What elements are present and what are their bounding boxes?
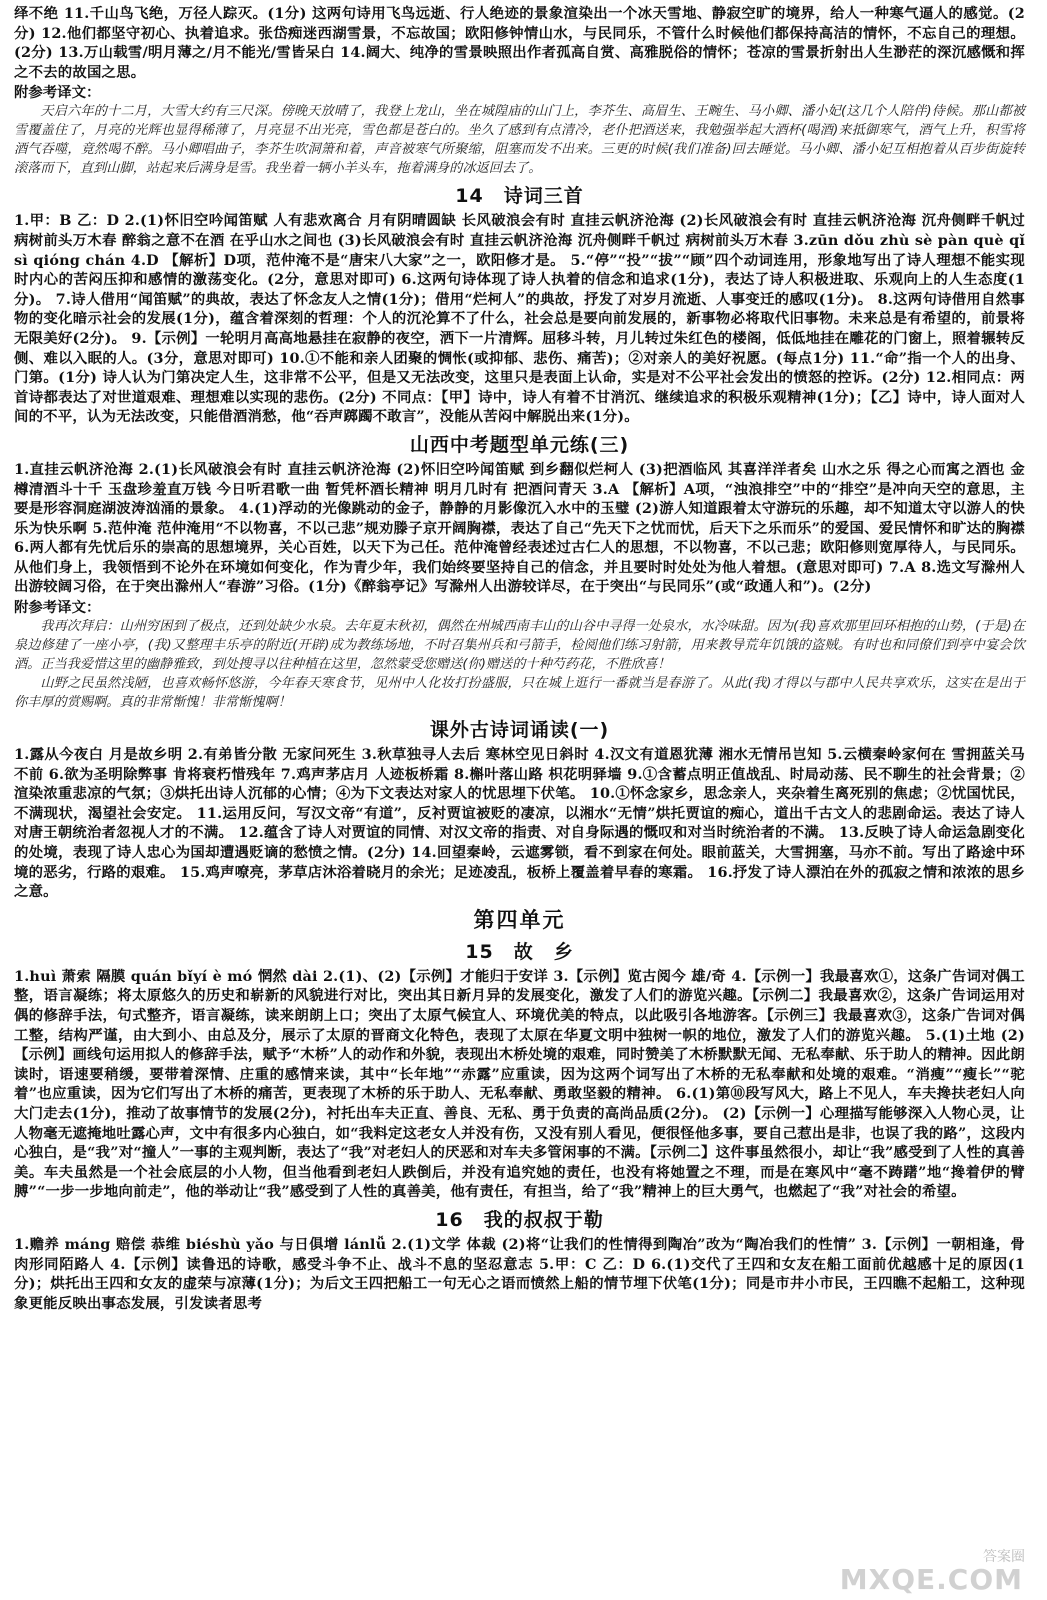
intro-answers: 绎不绝 11.千山鸟飞绝，万径人踪灭。(1分) 这两句诗用飞鸟远逝、行人绝迹的景象渲染出一个冰天雪地、静寂空旷的境界，给人一种寒气逼人的感觉。(2分) 12.他们都坚守初心、执着追求。张岱痴迷西湖雪景，不忘故国；欧阳修钟情山水，与民同乐，不管什么时候他们都保持高洁的情怀，不忘自己的理想。(2分) 13.万山载雪/明月薄之/月不能光/雪皆呆白 14.阔大、纯净的雪景映照出作者孤高自赏、高雅脱俗的情怀；苍凉的雪景折射出人生渺茫的深沉感慨和挥之不去的故国之思。 [14,5,1025,81]
watermark-logo: MXQE.COM [839,1563,1023,1596]
section-title-14: 14 诗词三首 [455,185,584,208]
section-title-15: 15 故 乡 [465,940,574,963]
watermark-tag: 答案圈 [983,1549,1025,1565]
shanxi-3-answers: 1.直挂云帆济沧海 2.(1)长风破浪会有时 直挂云帆济沧海 (2)怀旧空吟闻笛赋 到乡翻似烂柯人 (3)把酒临风 其喜洋洋者矣 山水之乐 得之心而寓之酒也 金樽清酒斗十千 玉盘珍羞直万钱 今日听君歌一曲 暂凭杯酒长精神 明月几时有 把酒问青天 3.A 【解析】A项，“浊浪排空”中的“排空”是冲向天空的意思，主要是形容洞庭湖波涛汹涌的景象。 4.(1)浮动的光像跳动的金子，静静的月影像沉入水中的玉璧 (2)游人知道跟着太守游玩的乐趣，却不知道太守以游人的快乐为快乐啊 5.范仲淹 范仲淹用“不以物喜，不以己悲”规劝滕子京开阔胸襟，表达了自己“先天下之忧而忧，后天下之乐而乐”的爱国、爱民情怀和旷达的胸襟 6.两人都有先忧后乐的崇高的思想境界，关心百姓，以天下为己任。范仲淹曾经表述过古仁人的思想，不以物喜，不以己悲；欧阳修则宽厚待人，与民同乐。从他们身上，我领悟到不论外在环境如何变化，作为青少年，我们始终要坚持自己的信念，并且要时时处处为他人着想。(意思对即可) 7.A 8.选文写滁州人出游较阔习俗，在于突出滁州人“春游”习俗。(1分)《醉翁亭记》写滁州人出游较详尽，在于突出“与民同乐”(或“政通人和”)。(2分) [14,460,1025,596]
section-title-shanxi-3: 山西中考题型单元练(三) [409,433,630,456]
section-title-16: 16 我的叔叔于勒 [435,1208,604,1231]
section-14-answers: 1.甲：B 乙：D 2.(1)怀旧空吟闻笛赋 人有悲欢离合 月有阴晴圆缺 长风破浪会有时 直挂云帆济沧海 (2)长风破浪会有时 直挂云帆济沧海 沉舟侧畔千帆过 病树前头万木春 醉翁之意不在酒 在乎山水之间也 (3)长风破浪会有时 直挂云帆济沧海 沉舟侧畔千帆过 病树前头万木春 3.zūn dǒu zhù sè pàn què qǐ sì qióng chán 4.D 【解析】D项，范仲淹不是“唐宋八大家”之一，欧阳修才是。 5.“停”“投”“拔”“顾”四个动词连用，形象地写出了诗人理想不能实现时内心的苦闷压抑和感情的激荡变化。(2分，意思对即可) 6.这两句诗体现了诗人执着的信念和追求(1分)，表达了诗人积极进取、乐观向上的人生态度(1分)。 7.诗人借用“闻笛赋”的典故，表达了怀念友人之情(1分)；借用“烂柯人”的典故，抒发了对岁月流逝、人事变迁的感叹(1分)。 8.这两句诗借用自然事物的变化暗示社会的发展(1分)，蕴含着深刻的哲理：个人的沉沦算不了什么，社会总是要向前发展的，新事物必将取代旧事物。未来总是有希望的，前景将无限美好(2分)。 9.【示例】一轮明月高高地悬挂在寂静的夜空，洒下一片清辉。屈移斗转，月儿转过朱红色的楼阁，低低地挂在雕花的门窗上，照着辗转反侧、难以入眠的人。(3分，意思对即可) 10.①不能和亲人团聚的惆怅(或抑郁、悲伤、痛苦)；②对亲人的美好祝愿。(每点1分) 11.“命”指一个人的出身、门第。(1分) 诗人认为门第决定人生，这非常不公平，但是又无法改变，这里只是表面上认命，实是对不公平社会发出的愤怒的控诉。(2分) 12.相同点：两首诗都表达了对世道艰难、理想难以实现的悲伤。(2分) 不同点：【甲】诗中，诗人有着不甘消沉、继续追求的积极乐观精神(1分)；【乙】诗中，诗人面对人间的不平，认为无法改变，只能借酒消愁，他“吞声踯躅不敢言”，没能从苦闷中解脱出来(1分)。 [14,212,1025,426]
shanxi-3-translation-2: 山野之民虽然浅陋，也喜欢畅怀悠游，今年春天寒食节，见州中人化妆打扮盛服，只在城上逛行一番就当是春游了。从此(我)才得以与郡中人民共享欢乐，这实在是出于你丰厚的赏赐啊。真的非常惭愧！非常惭愧啊！ [14,676,1025,711]
intro-translation: 天启六年的十二月，大雪大约有三尺深。傍晚天放晴了，我登上龙山，坐在城隍庙的山门上，李芥生、高眉生、王畹生、马小卿、潘小妃(这几个人陪伴)侍候。那山都被雪覆盖住了，月亮的光辉也显得稀薄了，月亮显不出光亮，雪色都是苍白的。坐久了感到有点清冷，老仆把酒送来，我勉强举起大酒杯(喝酒)来抵御寒气，酒气上升，积雪将酒气吞噬，竟然喝不醉。马小卿唱曲子，李芥生吹洞箫和着，声音被寒气所聚缩，阻塞而发不出来。三更的时候(我们准备)回去睡觉。马小卿、潘小妃互相抱着从百步街旋转滚落而下，直到山脚，站起来后满身是雪。我坐着一辆小羊头车，拖着满身的冰返回去了。 [14,104,1025,177]
section-15-answers: 1.huì 萧索 隔膜 quán bǐyí è mó 惘然 dài 2.(1)、(2)【示例】才能归于安详 3.【示例】览古阅今 雄/奇 4.【示例一】我最喜欢①，这条广告词对偶工整，语言凝练；将太原悠久的历史和崭新的风貌进行对比，突出其日新月异的发展变化，激发了人们的游览兴趣。【示例二】我最喜欢②，这条广告词运用对偶的修辞手法，句式整齐，语言凝练，读来朗朗上口；突出了太原气候宜人、环境优美的特点，以此吸引各地游客。【示例三】我最喜欢③，这条广告词对偶工整，结构严谨，由大到小、由总及分，展示了太原的晋商文化特色，表现了太原在华夏文明中独树一帜的地位，激发了人们的游览兴趣。 5.(1)土地 (2)【示例】画线句运用拟人的修辞手法，赋予“木桥”人的动作和外貌，表现出木桥处境的艰难，同时赞美了木桥默默无闻、无私奉献、乐于助人的精神。因此朗读时，语速要稍缓，要带着深情、庄重的感情来读，其中“长年地”“赤露”应重读，因为这两个词写出了木桥的无私奉献和处境的艰难。“消瘦”“瘦长”“驼着”也应重读，因为它们写出了木桥的痛苦，更表现了木桥的乐于助人、无私奉献、勇敢坚毅的精神。 6.(1)第⑩段写风大，路上不见人，车夫搀扶老妇人向大门走去(1分)，推动了故事情节的发展(2分)，衬托出车夫正直、善良、无私、勇于负责的高尚品质(2分)。 (2)【示例一】心理描写能够深入人物心灵，让人物毫无遮掩地吐露心声，文中有很多内心独白，如“我料定这老女人并没有伤，又没有别人看见，便很怪他多事，要自己惹出是非，也误了我的路”，这段内心独白，是“我”对“撞人”一事的主观判断，表达了“我”对老妇人的厌恶和对车夫多管闲事的不满。【示例二】这件事虽然很小，却让“我”感受到了人性的真善美。车夫虽然是一个社会底层的小人物，但当他看到老妇人跌倒后，并没有追究她的责任，也没有将她置之不理，而是在寒风中“毫不踌躇”地“搀着伊的臂膊”“一步一步地向前走”，他的举动让“我”感受到了人性的真善美，他有责任，有担当，给了“我”精神上的巨大勇气，也燃起了“我”对社会的希望。 [14,967,1025,1201]
kewai-1-answers: 1.露从今夜白 月是故乡明 2.有弟皆分散 无家问死生 3.秋草独寻人去后 寒林空见日斜时 4.汉文有道恩犹薄 湘水无情吊岂知 5.云横秦岭家何在 雪拥蓝关马不前 6.欲为圣明除弊事 肯将衰朽惜残年 7.鸡声茅店月 人迹板桥霜 8.槲叶落山路 枳花明驿墙 9.①含蓄点明正值战乱、时局动荡、民不聊生的社会背景；②渲染浓重悲凉的气氛；③烘托出诗人沉郁的心情；④为下文表达对家人的忧思埋下伏笔。 10.①怀念家乡，思念亲人，夹杂着生离死别的焦虑；②忧国忧民，不满现状，渴望社会安定。 11.运用反问，写汉文帝“有道”，反衬贾谊被贬的凄凉，以湘水“无情”烘托贾谊的痴心，道出千古文人的悲剧命运。表达了诗人对唐王朝统治者忽视人才的不满。 12.蕴含了诗人对贾谊的同情、对汉文帝的指责、对自身际遇的慨叹和对当时统治者的不满。 13.反映了诗人命运急剧变化的处境，表现了诗人忠心为国却遭遇贬谪的愁愤之情。(2分) 14.回望秦岭，云遮雾锁，看不到家在何处。眼前蓝关，大雪拥塞，马亦不前。写出了路途中环境的恶劣，行路的艰难。 15.鸡声嘹亮，茅草店沐浴着晓月的余光；足迹凌乱，板桥上覆盖着早春的寒霜。 16.抒发了诗人漂泊在外的孤寂之情和浓浓的思乡之意。 [14,746,1025,901]
section-title-kewai-1: 课外古诗词诵读(一) [429,719,610,742]
shanxi-3-translation-label: 附参考译文： [14,599,101,617]
shanxi-3-translation-1: 我再次拜启：山州穷困到了极点，还到处缺少水泉。去年夏末秋初，偶然在州城西南丰山的山谷中寻得一处泉水，水冷味甜。因为(我)喜欢那里回环相抱的山势，(于是)在泉边修建了一座小亭，(我)又整理丰乐亭的附近(开辟)成为教练场地，不时召集州兵和弓箭手，检阅他们练习射箭，用来教导荒年饥饿的盗贼。有时也和同僚们到亭中宴会饮酒。正当我爱惜这里的幽静雅致，到处搜寻以往种植在这里，忽然蒙受您赠送(你)赠送的十种芍药花，不胜欣喜！ [14,619,1025,673]
intro-translation-label: 附参考译文： [14,84,101,102]
unit-title-4: 第四单元 [473,907,566,932]
section-16-answers: 1.赡养 máng 赔偿 恭维 biéshù yǎo 与日俱增 lánlǚ 2.(1)文学 体裁 (2)将“让我们的性情得到陶冶”改为“陶冶我们的性情” 3.【示例】一朝相逢，骨肉形同陌路人 4.【示例】读鲁迅的诗歌，感受斗争不止、战斗不息的坚忍意志 5.甲：C 乙：D 6.(1)交代了王四和女友在船工面前优越感十足的原因(1分)；烘托出王四和女友的虚荣与凉薄(1分)；为后文王四把船工一句无心之语而愤然上船的情节埋下伏笔(1分)；同是市井小市民，王四瞧不起船工，这种现象更能反映出事态发展，引发读者思考 [14,1235,1025,1312]
